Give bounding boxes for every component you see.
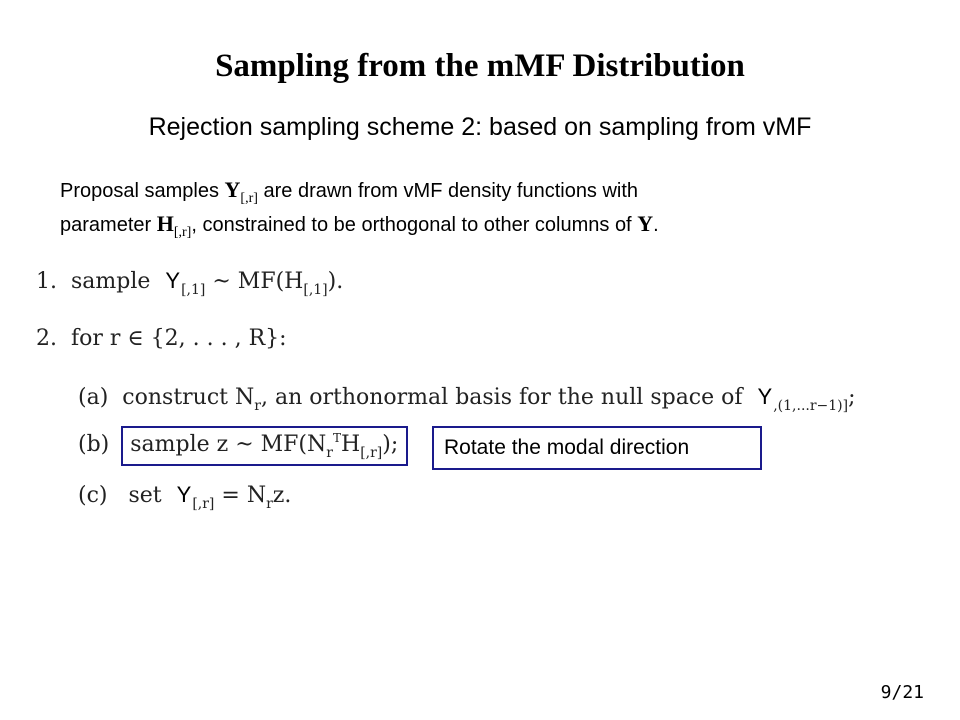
step-number: 2. xyxy=(36,326,57,351)
slide-subtitle: Rejection sampling scheme 2: based on sampling from vMF xyxy=(148,113,812,141)
math-subscript: ,(1,...r−1)] xyxy=(773,398,849,414)
step-text: for r ∈ {2, . . . , R}: xyxy=(71,326,287,351)
step-number: 1. xyxy=(36,269,57,294)
algo-step-a xyxy=(78,384,856,414)
step-text: H xyxy=(341,432,361,457)
step-text: ; xyxy=(848,385,856,410)
intro-text: , constrained to be orthogonal to other columns of xyxy=(191,214,638,236)
math-symbol: Y xyxy=(757,384,773,409)
math-superscript: T xyxy=(332,431,341,445)
note-text: Rotate the modal direction xyxy=(444,436,690,459)
step-text: sample z ~ MF(N xyxy=(130,432,327,457)
math-subscript: r xyxy=(254,398,261,414)
algo-step-2 xyxy=(36,326,287,351)
step-text: ~ MF(H xyxy=(205,269,304,294)
step-text: ); xyxy=(382,432,399,457)
step-label: (b) xyxy=(78,432,110,457)
highlight-box xyxy=(121,426,408,466)
math-symbol: Y xyxy=(176,482,192,507)
math-subscript: [,1] xyxy=(303,282,328,298)
intro-text: . xyxy=(653,214,659,236)
algo-step-c xyxy=(78,482,292,512)
step-label: (a) xyxy=(78,385,109,410)
slide-title: Sampling from the mMF Distribution xyxy=(215,48,745,84)
math-subscript: [,r] xyxy=(192,496,215,512)
step-text: construct N xyxy=(122,385,255,410)
step-label: (c) xyxy=(78,483,108,508)
math-symbol: Y xyxy=(637,211,654,236)
math-subscript: r xyxy=(326,445,333,461)
step-text: = N xyxy=(214,483,267,508)
page-number: 9/21 xyxy=(880,682,924,703)
math-subscript: [,r] xyxy=(360,445,383,461)
intro-line-2 xyxy=(60,212,659,240)
math-subscript: r xyxy=(266,496,273,512)
algo-step-1 xyxy=(36,268,344,298)
math-subscript: [,r] xyxy=(173,225,192,240)
intro-text: Proposal samples xyxy=(60,180,225,202)
step-text: sample xyxy=(71,269,151,294)
step-text: , an orthonormal basis for the null space of xyxy=(260,385,743,410)
step-text: ). xyxy=(327,269,344,294)
math-subscript: [,1] xyxy=(181,282,206,298)
math-symbol: H xyxy=(156,211,174,236)
note-box xyxy=(432,426,762,470)
intro-line-1 xyxy=(60,178,638,206)
math-symbol: Y xyxy=(165,268,181,293)
math-symbol: Y xyxy=(224,177,241,202)
intro-text: are drawn from vMF density functions with xyxy=(257,180,639,202)
intro-text: parameter xyxy=(60,214,157,236)
step-text: set xyxy=(128,483,162,508)
step-text: z. xyxy=(272,483,292,508)
math-subscript: [,r] xyxy=(240,191,258,206)
